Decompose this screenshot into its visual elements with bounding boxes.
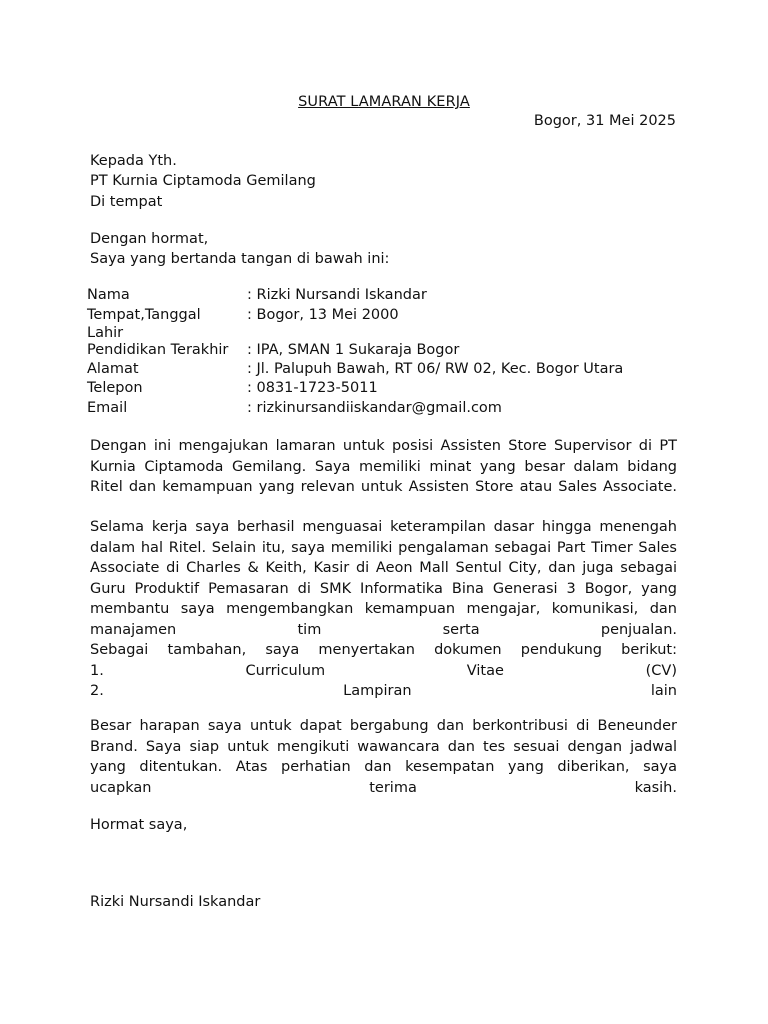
paragraph-line: Selama kerja saya berhasil menguasai keterampilan dasar hingga menengah xyxy=(90,519,677,535)
recipient-place: Di tempat xyxy=(90,194,163,210)
paragraph-line: Brand. Saya siap untuk mengikuti wawancara dan tes sesuai dengan jadwal xyxy=(90,738,677,755)
place-date: Bogor, 31 Mei 2025 xyxy=(533,113,676,129)
paragraph-line: Kurnia Ciptamoda Gemilang. Saya memiliki minat yang besar dalam bidang xyxy=(90,458,677,475)
paragraph-line: Ritel dan kemampuan yang relevan untuk Assisten Store atau Sales Associate. xyxy=(90,479,677,495)
identity-label: Nama xyxy=(87,287,130,303)
identity-label: Email xyxy=(87,400,128,416)
paragraph-closing xyxy=(90,716,677,798)
paragraph-line: dalam hal Ritel. Selain itu, saya memiliki pengalaman sebagai Part Timer Sales xyxy=(90,539,677,556)
attachment-item: 2. Lampiran lain xyxy=(90,683,677,699)
paragraph-line: Dengan ini mengajukan lamaran untuk posisi Assisten Store Supervisor di PT xyxy=(90,438,677,454)
recipient-line: Kepada Yth. xyxy=(90,153,177,169)
greeting-line: Dengan hormat, xyxy=(90,231,209,247)
identity-label: Pendidikan Terakhir xyxy=(87,342,229,358)
identity-value: : Bogor, 13 Mei 2000 xyxy=(247,307,399,323)
paragraph-application xyxy=(90,436,677,498)
paragraph-line: Guru Produktif Pemasaran di SMK Informatika Bina Generasi 3 Bogor, yang xyxy=(90,580,677,597)
signature-block xyxy=(90,892,677,912)
identity-value: : rizkinursandiiskandar@gmail.com xyxy=(247,400,502,416)
recipient-company: PT Kurnia Ciptamoda Gemilang xyxy=(90,173,316,189)
paragraph-experience xyxy=(90,517,677,702)
identity-label-continued: Lahir xyxy=(87,325,124,341)
paragraph-line: Besar harapan saya untuk dapat bergabung dan berkontribusi di Beneunder xyxy=(90,718,677,734)
identity-label: Telepon xyxy=(87,380,143,396)
paragraph-line: yang ditentukan. Atas perhatian dan kesempatan yang diberikan, saya xyxy=(90,759,677,775)
identity-value: : 0831-1723-5011 xyxy=(247,380,378,396)
identity-value: : IPA, SMAN 1 Sukaraja Bogor xyxy=(247,342,460,358)
closing-line: Hormat saya, xyxy=(90,817,188,833)
closing-salutation xyxy=(90,815,677,835)
attachments-intro: Sebagai tambahan, saya menyertakan dokumen pendukung berikut: xyxy=(90,642,677,658)
recipient-block xyxy=(90,151,677,212)
letter-title: SURAT LAMARAN KERJA xyxy=(298,94,470,110)
paragraph-line: ucapkan terima kasih. xyxy=(90,779,677,796)
identity-label: Tempat,Tanggal xyxy=(87,307,201,323)
identity-label: Alamat xyxy=(87,361,139,377)
paragraph-line: membantu saya mengembangkan kemampuan mengajar, komunikasi, dan xyxy=(90,601,677,617)
identity-value: : Jl. Palupuh Bawah, RT 06/ RW 02, Kec. Bogor Utara xyxy=(247,361,624,377)
attachment-item: 1. Curriculum Vitae (CV) xyxy=(90,662,677,679)
signature-name: Rizki Nursandi Iskandar xyxy=(90,894,261,910)
paragraph-line: Associate di Charles & Keith, Kasir di Aeon Mall Sentul City, dan juga sebagai xyxy=(90,560,677,576)
identity-value: : Rizki Nursandi Iskandar xyxy=(247,287,427,303)
intro-line: Saya yang bertanda tangan di bawah ini: xyxy=(90,251,390,267)
greeting-block xyxy=(90,229,677,269)
paragraph-line: manajamen tim serta penjualan. xyxy=(90,621,677,638)
